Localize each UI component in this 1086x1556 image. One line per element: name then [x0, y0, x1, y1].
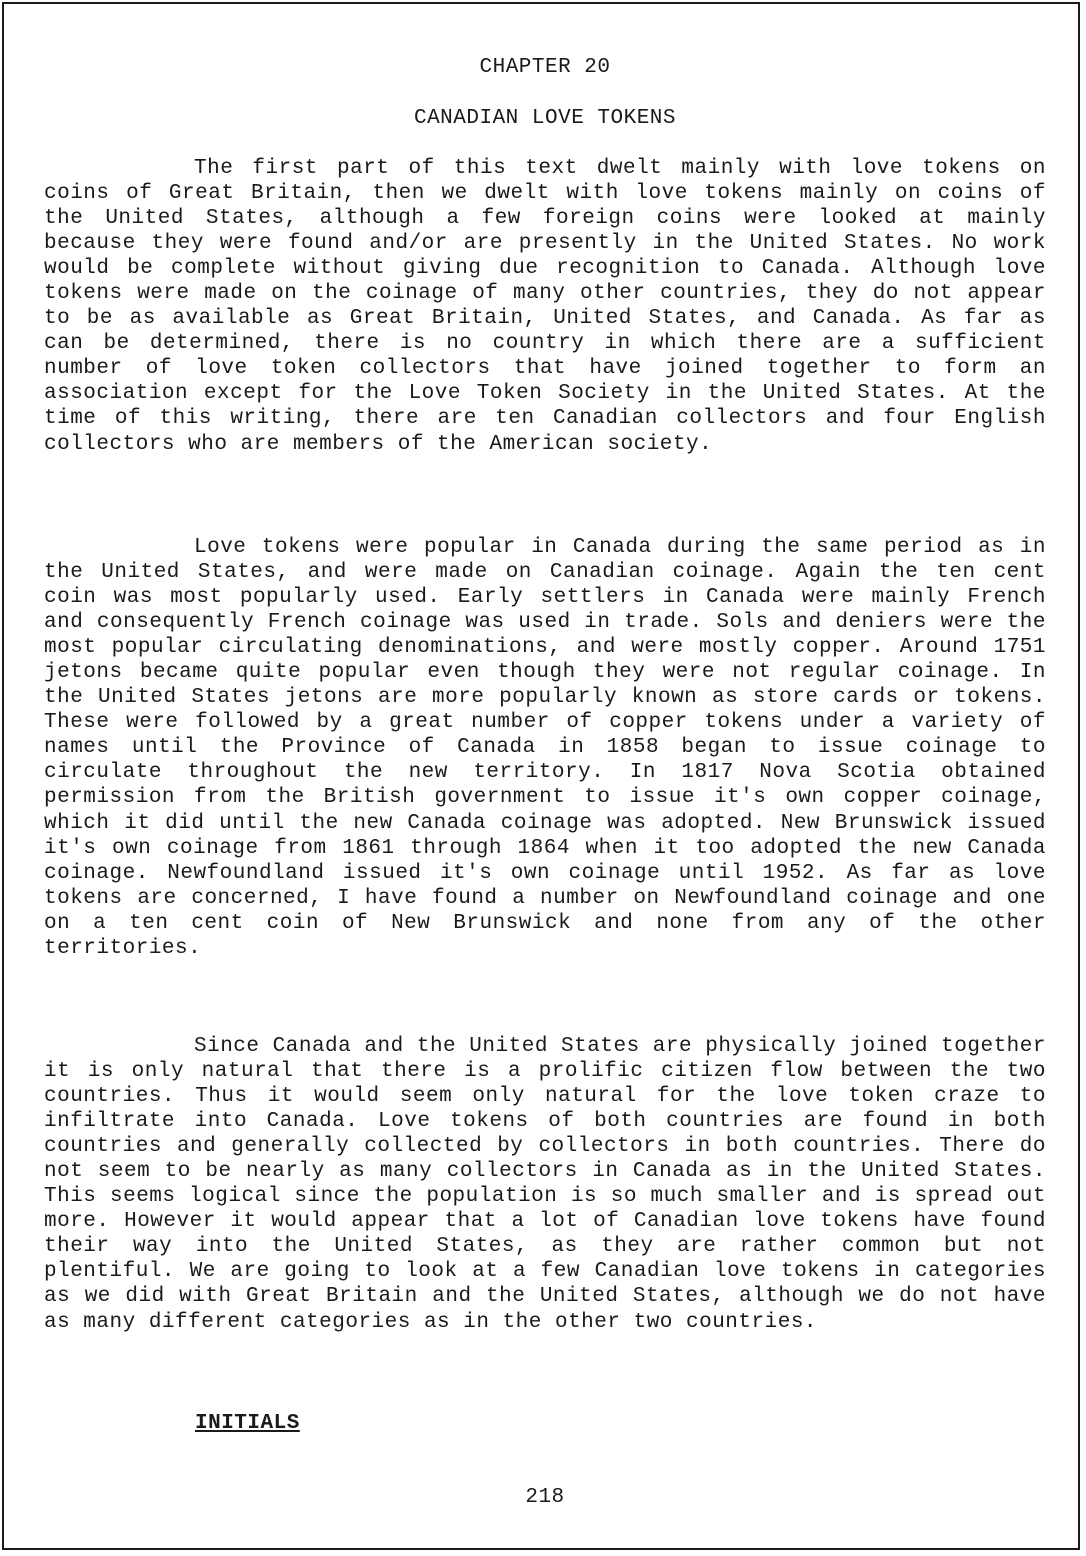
- paragraph-3: Since Canada and the United States are physically joined together it is only natural that there is a prolific citizen flow between the two countries. Thus it would seem only natural for the love token craze to infiltrate into Canada. Love tokens of both countries are found in both countries and generally collected by collectors in both countries. There do not seem to be nearly as many collectors in Canada as in the United States. This seems logical since the population is so much smaller and is spread out more. However it would appear that a lot of Canadian love tokens have found their way into the United States, as they are rather common but not plentiful. We are going to look at a few Canadian love tokens in categories as we did with Great Britain and the United States, although we do not have as many different categories as in the other two countries.: [44, 1035, 1046, 1334]
- paragraph-2: Love tokens were popular in Canada during the same period as in the United States, and were made on Canadian coinage. Again the ten cent coin was most popularly used. Early settlers in Canada were mainly French and consequently French coinage was used in trade. Sols and deniers were the most popular circulating denominations, and were mostly copper. Around 1751 jetons became quite popular even though they were not regular coinage. In the United States jetons are more popularly known as store cards or tokens. These were followed by a great number of copper tokens under a variety of names until the Province of Canada in 1858 began to issue coinage to circulate throughout the new territory. In 1817 Nova Scotia obtained permission from the British government to issue it's own copper coinage, which it did until the new Canada coinage was adopted. New Brunswick issued it's own coinage from 1861 through 1864 when it too adopted the new Canada coinage. Newfoundland issued it's own coinage until 1952. As far as love tokens are concerned, I have found a number on Newfoundland coinage and one on a ten cent coin of New Brunswick and none from any of the other territories.: [44, 536, 1046, 960]
- chapter-title: CANADIAN LOVE TOKENS: [413, 107, 677, 130]
- section-heading-initials: INITIALS: [195, 1412, 300, 1435]
- chapter-label: CHAPTER 20: [479, 56, 611, 79]
- document-page: [2, 2, 1080, 1550]
- paragraph-1: The first part of this text dwelt mainly with love tokens on coins of Great Britain, then we dwelt with love tokens mainly on coins of the United States, although a few foreign coins were looked at mainly because they were found and/or are presently in the United States. No work would be complete without giving due recognition to Canada. Although love tokens were made on the coinage of many other countries, they do not appear to be as available as Great Britain, United States, and Canada. As far as can be determined, there is no country in which there are a sufficient number of love token collectors that have joined together to form an association except for the Love Token Society in the United States. At the time of this writing, there are ten Canadian collectors and four English collectors who are members of the American society.: [44, 157, 1046, 456]
- page-number: 218: [525, 1486, 565, 1509]
